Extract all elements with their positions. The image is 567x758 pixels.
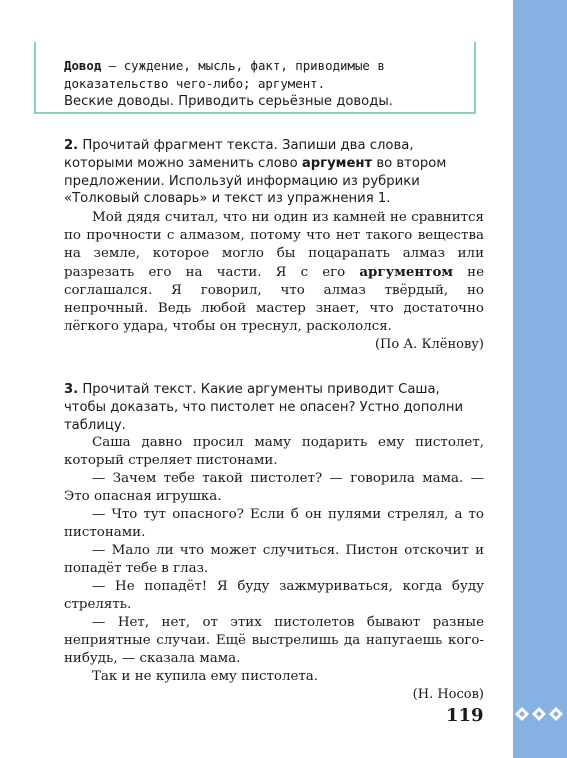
dialogue-paragraph: — Зачем тебе такой пистолет? — говорила мама. — Это опасная игрушка. bbox=[64, 471, 484, 504]
reading-keyword: аргументом bbox=[359, 264, 454, 280]
dialogue-paragraph: — Что тут опасного? Если б он пулями стрелял, а то пистонами. bbox=[64, 507, 484, 540]
dialogue-paragraph: — Мало ли что может случиться. Пистон отскочит и попадёт тебе в глаз. bbox=[64, 543, 484, 576]
dialogue-paragraph: — Не попадёт! Я буду зажмуриваться, когда буду стрелять. bbox=[64, 579, 484, 612]
page-number: 119 bbox=[446, 705, 484, 726]
definition-text bbox=[64, 57, 474, 110]
page-edge-band bbox=[513, 0, 567, 758]
dialogue-paragraph: Саша давно просил маму подарить ему пистолет, который стреляет пистонами. bbox=[64, 435, 484, 468]
task-2-keyword: аргумент bbox=[301, 155, 373, 171]
diamond-ornament bbox=[513, 706, 567, 722]
task-3-reading bbox=[64, 434, 484, 704]
task-3-source: (Н. Носов) bbox=[412, 687, 484, 702]
task-2-text-a: Прочитай фрагмент текста. Запиши два слова, которыми можно заменить слово bbox=[64, 138, 414, 171]
definition-term: Довод bbox=[64, 58, 102, 73]
dialogue-paragraph: — Нет, нет, от этих пистолетов бывают разные неприятные случаи. Ещё выстрелишь да напугаешь кого-нибудь, — сказала мама. bbox=[64, 615, 484, 666]
reading-text-a: Мой дядя считал, что ни один из камней не сравнится по прочности с алмазом, потому что нет такого вещества на земле, которое могло бы поцарапать алмаз или разрезать его на части. Я с его bbox=[64, 210, 484, 280]
reading-text-b: не соглашался. Я говорил, что алмаз твёрдый, но непрочный. Ведь любой мастер знает, что достаточно лёгкого удара, чтобы он треснул, раскололся. bbox=[64, 265, 484, 334]
task-3-instruction bbox=[64, 381, 484, 434]
task-2-number: 2. bbox=[64, 138, 79, 153]
task-3-text: Прочитай текст. Какие аргументы приводит Саша, чтобы доказать, что пистолет не опасен? Устно дополни таблицу. bbox=[64, 382, 464, 433]
task-2-instruction bbox=[64, 137, 484, 208]
definition-body: — суждение, мысль, факт, приводимые в доказательство чего-либо; аргумент. bbox=[64, 58, 385, 91]
task-2-source: (По А. Клёнову) bbox=[374, 337, 484, 352]
dialogue-paragraph: Так и не купила ему пистолета. bbox=[92, 669, 319, 684]
definition-examples: Веские доводы. Приводить серьёзные доводы. bbox=[64, 94, 393, 109]
task-2-text-b: во втором предложении. Используй информацию из рубрики «Толковый словарь» и текст из упражнения 1. bbox=[64, 155, 447, 207]
task-2-reading bbox=[64, 209, 484, 354]
task-3-number: 3. bbox=[64, 382, 79, 397]
